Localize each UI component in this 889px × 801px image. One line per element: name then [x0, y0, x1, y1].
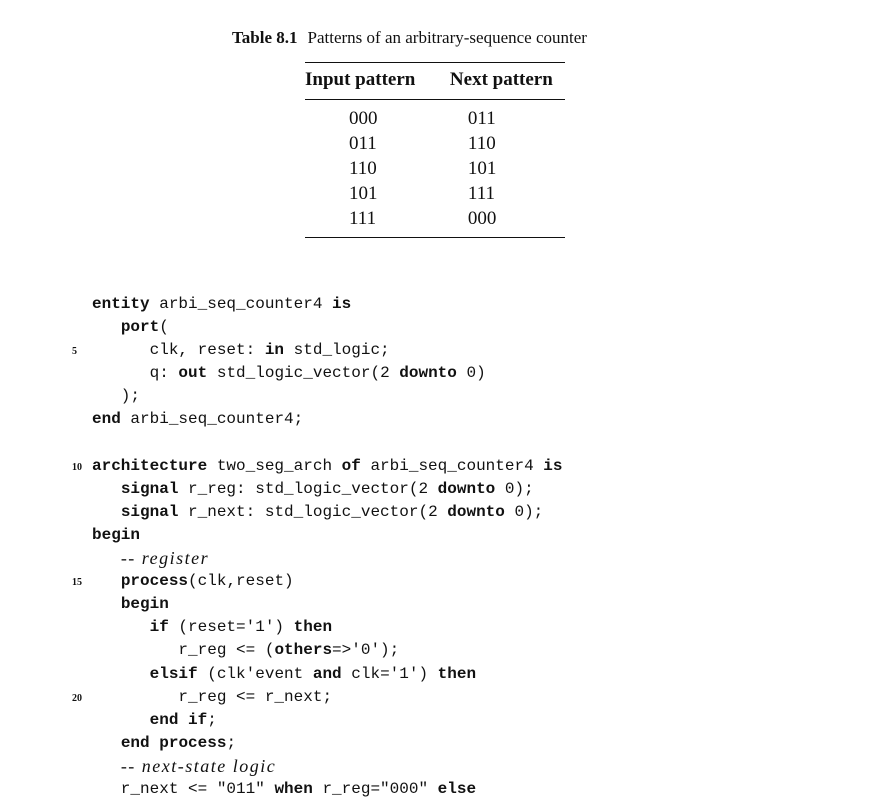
code-token: r_reg <= r_next; — [92, 687, 333, 706]
table-row — [305, 206, 565, 238]
code-text — [92, 663, 476, 686]
patterns-table — [305, 62, 565, 238]
code-token: arbi_seq_counter4 — [360, 456, 544, 475]
code-text — [92, 501, 543, 524]
input-pattern-header: Input pattern — [305, 63, 426, 100]
code-keyword: process — [120, 572, 189, 591]
code-keyword: elsif — [149, 664, 198, 683]
code-token: clk='1') — [341, 664, 438, 683]
code-keyword: and — [312, 664, 342, 683]
code-line — [0, 339, 889, 362]
code-comment: -- next-state logic — [120, 755, 277, 776]
code-comment: -- register — [120, 548, 210, 569]
code-line — [0, 524, 889, 547]
table-row — [305, 100, 565, 132]
input-pattern-cell: 000 — [349, 108, 378, 129]
code-text — [92, 362, 486, 385]
code-line — [0, 570, 889, 593]
input-pattern-cell: 101 — [349, 183, 378, 204]
code-token: r_next: std_logic_vector(2 — [178, 502, 448, 521]
code-keyword: begin — [120, 595, 169, 614]
input-pattern-cell: 011 — [349, 133, 377, 154]
code-line — [0, 432, 889, 455]
code-keyword: then — [293, 618, 333, 637]
code-token — [92, 665, 150, 683]
code-line — [0, 293, 889, 316]
code-text — [92, 524, 140, 547]
input-pattern-cell: 111 — [349, 208, 377, 229]
table-caption — [232, 28, 587, 48]
code-text — [92, 316, 169, 339]
code-token: r_reg="000" — [312, 779, 438, 798]
code-text — [92, 732, 236, 755]
code-keyword: else — [437, 779, 477, 798]
code-token — [150, 734, 160, 752]
code-text — [92, 478, 534, 501]
code-keyword: when — [274, 779, 313, 798]
code-token: ); — [92, 387, 141, 406]
code-token — [92, 551, 121, 569]
table-row — [305, 181, 565, 206]
code-text — [92, 339, 390, 362]
code-line — [0, 547, 889, 570]
code-line — [0, 686, 889, 709]
next-pattern-cell: 101 — [467, 158, 497, 179]
table-header-row — [305, 63, 565, 100]
code-keyword: architecture — [92, 456, 208, 475]
code-text — [92, 686, 332, 709]
code-line — [0, 455, 889, 478]
line-number: 20 — [72, 692, 82, 704]
code-text — [92, 639, 399, 662]
code-token: clk, reset: — [92, 341, 265, 360]
code-keyword: is — [332, 295, 352, 313]
code-keyword: of — [341, 456, 361, 475]
code-token: (clk'event — [197, 664, 313, 683]
code-text — [92, 385, 140, 408]
line-number: 10 — [72, 461, 82, 473]
code-token — [92, 711, 150, 729]
code-line — [0, 385, 889, 408]
vhdl-code-listing — [0, 293, 889, 801]
code-token: q: — [92, 364, 179, 383]
code-token: r_reg: std_logic_vector(2 — [178, 479, 438, 498]
code-keyword: begin — [92, 525, 141, 544]
code-token: 0) — [456, 364, 486, 383]
code-line — [0, 709, 889, 732]
code-keyword: out — [178, 364, 208, 383]
code-line — [0, 501, 889, 524]
code-keyword: process — [159, 733, 227, 752]
code-token — [178, 711, 188, 729]
code-line — [0, 732, 889, 755]
code-token — [92, 572, 121, 590]
code-token — [92, 618, 150, 636]
code-token — [92, 480, 121, 498]
code-line — [0, 663, 889, 686]
code-text — [92, 293, 351, 316]
code-line — [0, 408, 889, 431]
code-token: r_next <= "011" — [92, 779, 275, 798]
code-line — [0, 616, 889, 639]
code-line — [0, 593, 889, 616]
code-keyword: signal — [120, 479, 179, 498]
code-token: (reset='1') — [168, 618, 294, 637]
code-keyword: end — [92, 410, 121, 429]
code-token: =>'0'); — [332, 641, 400, 660]
code-token: two_seg_arch — [207, 456, 342, 475]
line-number: 5 — [72, 346, 77, 358]
code-text — [92, 547, 209, 572]
code-token: arbi_seq_counter4 — [149, 295, 333, 313]
code-keyword: then — [437, 664, 477, 683]
input-pattern-cell: 110 — [349, 158, 377, 179]
code-line — [0, 639, 889, 662]
code-text — [92, 570, 294, 593]
table-row — [305, 156, 565, 181]
code-text — [92, 616, 332, 639]
line-number: 15 — [72, 577, 82, 589]
code-keyword: end — [120, 733, 150, 752]
code-token: std_logic; — [284, 341, 390, 360]
code-token — [92, 318, 121, 336]
table-number: Table 8.1 — [232, 28, 298, 47]
code-text — [92, 593, 169, 616]
table-title: Patterns of an arbitrary-sequence counter — [307, 28, 587, 47]
code-keyword: others — [274, 641, 333, 660]
code-keyword: downto — [447, 502, 505, 521]
code-line — [0, 316, 889, 339]
code-token: arbi_seq_counter4; — [120, 410, 304, 429]
code-line — [0, 778, 889, 801]
code-token — [92, 595, 121, 613]
next-pattern-cell: 000 — [467, 208, 497, 229]
code-text — [92, 455, 562, 478]
code-keyword: if — [188, 710, 208, 729]
code-keyword: downto — [399, 364, 457, 383]
code-token: (clk,reset) — [188, 572, 294, 591]
code-token: std_logic_vector(2 — [207, 364, 400, 383]
code-token: 0); — [495, 479, 534, 498]
code-keyword: signal — [120, 502, 179, 521]
code-token — [92, 734, 121, 752]
next-pattern-cell: 111 — [467, 183, 496, 204]
code-token: ; — [226, 733, 237, 752]
code-keyword: downto — [437, 479, 496, 498]
code-token: 0); — [504, 502, 544, 521]
code-text — [92, 408, 303, 431]
table-row — [305, 131, 565, 156]
code-line — [0, 755, 889, 778]
code-token — [92, 503, 121, 521]
code-text — [92, 709, 217, 732]
code-text — [92, 755, 276, 780]
code-keyword: in — [264, 341, 285, 360]
next-pattern-cell: 110 — [467, 133, 496, 154]
next-pattern-cell: 011 — [467, 108, 496, 129]
code-keyword: is — [543, 456, 563, 475]
code-keyword: if — [149, 618, 169, 637]
code-keyword: entity — [92, 295, 150, 313]
code-token: ; — [207, 710, 217, 729]
code-token: r_reg <= ( — [92, 641, 275, 660]
next-pattern-header: Next pattern — [426, 63, 565, 100]
code-keyword: port — [120, 318, 160, 337]
code-text — [92, 778, 476, 801]
code-token: ( — [159, 318, 169, 337]
code-keyword: end — [149, 710, 179, 729]
code-line — [0, 478, 889, 501]
code-token — [92, 759, 121, 777]
code-line — [0, 362, 889, 385]
